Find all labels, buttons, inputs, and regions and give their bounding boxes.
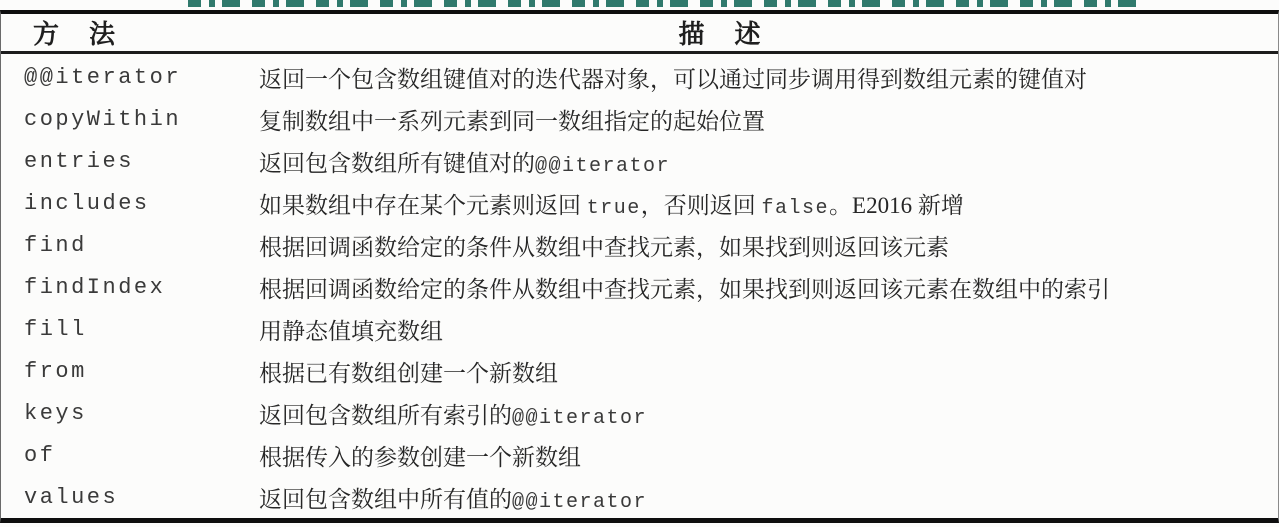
table-header-row (1, 14, 1278, 54)
description-cell (259, 61, 1278, 94)
description-cell (259, 229, 1278, 262)
description-text: 用静态值填充数组 (259, 318, 443, 344)
method-name-cell: from (24, 358, 87, 384)
clipped-caption-text (188, 0, 1138, 7)
method-name-cell: @@iterator (24, 64, 182, 90)
method-name-cell: find (24, 232, 87, 258)
method-name-cell: findIndex (24, 274, 166, 300)
table-row (1, 224, 1278, 266)
description-text: 根据回调函数给定的条件从数组中查找元素，如果找到则返回该元素 (259, 234, 949, 260)
description-text: 根据回调函数给定的条件从数组中查找元素，如果找到则返回该元素在数组中的索引 (259, 276, 1110, 302)
array-methods-table (0, 10, 1279, 523)
method-name-cell: keys (24, 400, 87, 426)
table-row (1, 182, 1278, 224)
column-header-description: 描 述 (678, 19, 763, 49)
description-cell (259, 145, 1278, 178)
table-row (1, 266, 1278, 308)
description-cell (259, 355, 1278, 388)
inline-code: @@iterator (535, 154, 671, 178)
table-row (1, 476, 1278, 518)
description-cell (259, 397, 1278, 430)
description-cell (259, 439, 1278, 472)
method-name-cell: entries (24, 148, 134, 174)
table-body (1, 54, 1278, 518)
method-name-cell: fill (24, 316, 87, 342)
description-text: 返回包含数组中所有值的 (259, 486, 512, 512)
description-cell (259, 187, 1278, 220)
description-cell (259, 481, 1278, 514)
table-row (1, 56, 1278, 98)
description-text: 如果数组中存在某个元素则返回 (259, 192, 587, 218)
description-text: 根据传入的参数创建一个新数组 (259, 444, 581, 470)
description-cell (259, 313, 1278, 346)
method-name-cell: values (24, 484, 119, 510)
table-row (1, 98, 1278, 140)
inline-code: true (586, 196, 641, 220)
description-cell (259, 103, 1278, 136)
table-row (1, 308, 1278, 350)
description-text: 。E2016 新增 (829, 192, 964, 218)
method-name-cell: of (24, 442, 56, 468)
description-text: 复制数组中一系列元素到同一数组指定的起始位置 (259, 108, 765, 134)
table-row (1, 140, 1278, 182)
method-name-cell: copyWithin (24, 106, 182, 132)
description-text: 根据已有数组创建一个新数组 (259, 360, 558, 386)
description-text: 返回一个包含数组键值对的迭代器对象，可以通过同步调用得到数组元素的键值对 (259, 66, 1087, 92)
table-row (1, 350, 1278, 392)
method-name-cell: includes (24, 190, 150, 216)
column-header-method: 方 法 (33, 19, 118, 49)
inline-code: @@iterator (512, 490, 648, 514)
inline-code: @@iterator (512, 406, 648, 430)
inline-code: false (761, 196, 830, 220)
description-cell (259, 271, 1278, 304)
description-text: 返回包含数组所有键值对的 (259, 150, 535, 176)
description-text: 返回包含数组所有索引的 (259, 402, 512, 428)
table-row (1, 392, 1278, 434)
table-row (1, 434, 1278, 476)
description-text: ，否则返回 (640, 192, 762, 218)
